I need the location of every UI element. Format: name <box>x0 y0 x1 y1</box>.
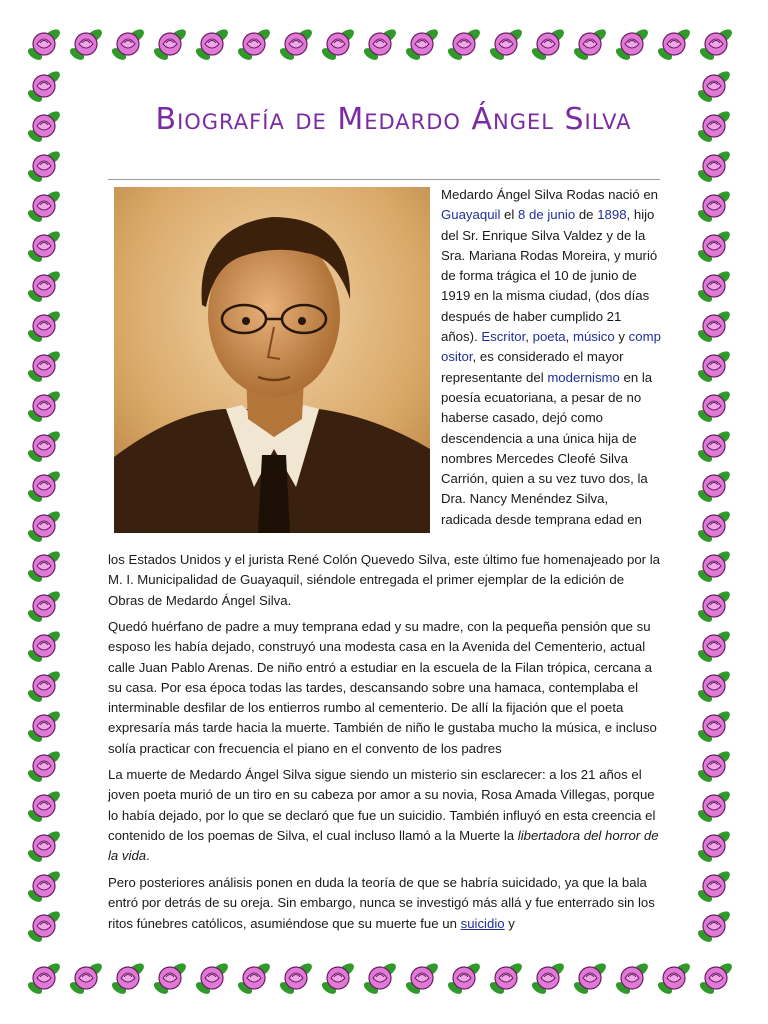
rose-icon <box>28 546 62 586</box>
rose-icon <box>698 146 732 186</box>
document-body <box>108 100 661 931</box>
link-poeta[interactable]: poeta <box>532 329 566 345</box>
link-musico[interactable]: músico <box>572 329 615 345</box>
rose-icon <box>658 958 692 998</box>
rose-icon <box>28 826 62 866</box>
rose-icon <box>490 24 524 64</box>
rose-icon <box>196 24 230 64</box>
rose-icon <box>698 786 732 826</box>
text-run: el <box>500 207 518 223</box>
rose-border-left <box>28 0 68 1024</box>
italic-quote: libertadora del horror de la vida <box>108 827 659 864</box>
link-8-de-junio[interactable]: 8 de junio <box>517 207 576 223</box>
paragraph-childhood: Quedó huérfano de padre a muy temprana edad y su madre, con la pequeña pensión que su esposo les había dejado, construyó una modesta casa en la Avenida del Cementerio, actual calle Juan Pablo Arenas. De niño entró a estudiar en la escuela de la Filan trópica, cercana a su casa. Por esa época todas las tardes, descansando sobre una hamaca, contemplaba el interminable desfilar de los entierros rumbo al cementerio. De allí la fijación que el poeta expresaría más tarde hacia la muerte. También de niño le gustaba mucho la música, e incluso solía practicar con frecuencia el piano en el convento de los padres <box>108 619 657 756</box>
rose-icon <box>532 24 566 64</box>
rose-icon <box>698 266 732 306</box>
rose-icon <box>28 906 62 946</box>
rose-icon <box>448 24 482 64</box>
rose-icon <box>364 958 398 998</box>
rose-icon <box>698 506 732 546</box>
rose-icon <box>28 106 62 146</box>
rose-icon <box>532 958 566 998</box>
text-run: . <box>146 848 150 864</box>
rose-border-top <box>0 24 768 64</box>
rose-icon <box>698 626 732 666</box>
rose-icon <box>28 426 62 466</box>
rose-icon <box>112 958 146 998</box>
rose-icon <box>448 958 482 998</box>
page-title: Biografía de Medardo Ángel Silva <box>155 102 632 137</box>
rose-icon <box>574 24 608 64</box>
rose-icon <box>28 66 62 106</box>
rose-border-bottom <box>0 958 768 998</box>
text-run: y <box>504 915 515 931</box>
rose-icon <box>698 706 732 746</box>
text-run: de <box>575 207 598 223</box>
rose-icon <box>28 586 62 626</box>
rose-icon <box>154 24 188 64</box>
rose-icon <box>28 466 62 506</box>
text-run: , es considerado el mayor representante del <box>441 349 624 385</box>
link-guayaquil[interactable]: Guayaquil <box>441 207 501 223</box>
rose-icon <box>28 786 62 826</box>
rose-icon <box>112 24 146 64</box>
rose-icon <box>364 24 398 64</box>
text-run: en la poesía ecuatoriana, a pesar de no haberse casado, dejó como descendencia a una única hija de nombres Mercedes Cleofé Silva Carrión, quien a su vez tuvo dos, la Dra. Nancy Menéndez Silva, radicada desde temprana edad en <box>441 369 653 527</box>
rose-icon <box>616 958 650 998</box>
rose-icon <box>698 586 732 626</box>
rose-icon <box>698 306 732 346</box>
rose-icon <box>28 506 62 546</box>
link-modernismo[interactable]: modernismo <box>547 369 620 385</box>
rose-icon <box>698 906 732 946</box>
rose-icon <box>574 958 608 998</box>
rose-icon <box>28 266 62 306</box>
text-run: , hijo del Sr. Enrique Silva Valdez y de la Sra. Mariana Rodas Moreira, y murió de forma trágica el 10 de junio de 1919 en la misma ciudad, (dos días después de haber cumplido 21 años). <box>441 207 658 345</box>
link-1898[interactable]: 1898 <box>597 207 627 223</box>
paragraph-intro <box>441 185 661 530</box>
rose-icon <box>28 346 62 386</box>
rose-icon <box>616 24 650 64</box>
rose-icon <box>280 958 314 998</box>
portrait-image <box>114 187 430 533</box>
rose-icon <box>698 386 732 426</box>
rose-icon <box>698 466 732 506</box>
rose-icon <box>280 24 314 64</box>
text-run: Pero posteriores análisis ponen en duda la teoría de que se habría suicidado, ya que la bala entró por detrás de su oreja. Sin embargo, nunca se investigó más allá y fue enterrado sin los ritos fúnebres católicos, asumiéndose que su muerte fue un <box>108 875 655 931</box>
rose-icon <box>28 226 62 266</box>
text-run: , <box>525 329 533 345</box>
link-suicidio[interactable]: suicidio <box>460 915 505 931</box>
rose-icon <box>70 958 104 998</box>
link-compositor[interactable]: compositor <box>441 329 661 365</box>
rose-icon <box>28 626 62 666</box>
rose-icon <box>322 958 356 998</box>
link-escritor[interactable]: Escritor <box>481 329 526 345</box>
rose-icon <box>28 186 62 226</box>
rose-icon <box>698 66 732 106</box>
rose-icon <box>28 746 62 786</box>
rose-icon <box>698 666 732 706</box>
rose-icon <box>698 226 732 266</box>
text-run: Medardo Ángel Silva Rodas nació en <box>441 187 658 202</box>
rose-icon <box>698 826 732 866</box>
paragraph-doubts <box>108 873 660 934</box>
rose-icon <box>322 24 356 64</box>
rose-icon <box>28 306 62 346</box>
rose-icon <box>238 958 272 998</box>
rose-icon <box>28 146 62 186</box>
paragraph-death <box>108 765 660 866</box>
rose-icon <box>28 866 62 906</box>
rose-icon <box>28 666 62 706</box>
text-run: y <box>614 329 629 345</box>
rose-icon <box>154 958 188 998</box>
rose-icon <box>698 546 732 586</box>
rose-icon <box>698 186 732 226</box>
rose-icon <box>698 106 732 146</box>
rose-icon <box>196 958 230 998</box>
rose-icon <box>28 706 62 746</box>
rose-icon <box>28 386 62 426</box>
rose-icon <box>406 958 440 998</box>
paragraph-intro-continued: los Estados Unidos y el jurista René Colón Quevedo Silva, este último fue homenajeado por la M. I. Municipalidad de Guayaquil, siéndole entregada el primer ejemplar de la edición de Obras de Medardo Ángel Silva. <box>108 552 660 608</box>
text-run: , <box>565 329 573 345</box>
rose-icon <box>70 24 104 64</box>
rose-icon <box>698 866 732 906</box>
rose-icon <box>406 24 440 64</box>
text-run: La muerte de Medardo Ángel Silva sigue siendo un misterio sin esclarecer: a los 21 años el joven poeta murió de un tiro en su cabeza por amor a su novia, Rosa Amada Villegas, porque lo había dejado, por lo que se declaró que fue un suicidio. También influyó en esta creencia el contenido de los poemas de Silva, el cual incluso llamó a la Muerte la <box>108 767 656 843</box>
rose-icon <box>490 958 524 998</box>
rose-icon <box>658 24 692 64</box>
rose-icon <box>698 426 732 466</box>
rose-icon <box>698 746 732 786</box>
title-rule <box>108 179 660 180</box>
rose-icon <box>698 346 732 386</box>
rose-icon <box>238 24 272 64</box>
rose-border-right <box>698 0 738 1024</box>
